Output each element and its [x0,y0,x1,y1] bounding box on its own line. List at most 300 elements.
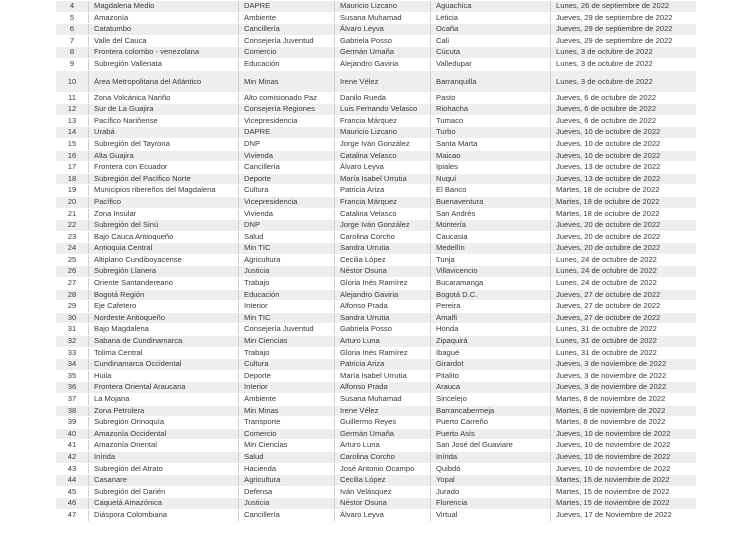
official-cell: Germán Umaña [334,47,430,58]
date-cell: Jueves, 3 de noviembre de 2022 [550,371,696,382]
region-cell: Pacífico [88,197,238,208]
date-cell: Jueves, 20 de octubre de 2022 [550,232,696,243]
region-cell: Cundinamarca Occidental [88,359,238,370]
date-cell: Lunes, 24 de octubre de 2022 [550,266,696,277]
region-cell: Tolima Central [88,348,238,359]
table-row [56,1,696,12]
row-number: 20 [56,197,88,208]
official-cell: Mauricio Lizcano [334,127,430,138]
row-number: 9 [56,59,88,70]
entity-cell: Hacienda [238,464,334,475]
official-cell: Carolina Corcho [334,232,430,243]
official-cell: Guillermo Reyes [334,417,430,428]
city-cell: Nuquí [430,174,550,185]
date-cell: Martes, 8 de noviembre de 2022 [550,406,696,417]
entity-cell: Consejería Juventud [238,36,334,47]
city-cell: Bucaramanga [430,278,550,289]
official-cell: Néstor Osuna [334,498,430,509]
row-number: 12 [56,104,88,115]
region-cell: Zona Volcánica Nariño [88,93,238,104]
official-cell: Alejandro Gaviria [334,59,430,70]
official-cell: Jorge Iván González [334,139,430,150]
city-cell: Virtual [430,510,550,521]
region-cell: Subregión del Pacífico Norte [88,174,238,185]
city-cell: Puerto Asís [430,429,550,440]
table-row [56,116,696,127]
table-row [56,406,696,417]
city-cell: Montería [430,220,550,231]
official-cell: Francia Márquez [334,116,430,127]
date-cell: Jueves, 29 de septiembre de 2022 [550,13,696,24]
region-cell: Amazonía Occidental [88,429,238,440]
entity-cell: Trabajo [238,278,334,289]
official-cell: Mauricio Lizcano [334,1,430,12]
date-cell: Martes, 15 de noviembre de 2022 [550,475,696,486]
official-cell: Álvaro Leyva [334,510,430,521]
region-cell: Antioquia Central [88,243,238,254]
region-cell: Inírida [88,452,238,463]
date-cell: Lunes, 26 de septiembre de 2022 [550,1,696,12]
region-cell: Zona Insular [88,209,238,220]
region-cell: Pacífico Nariñense [88,116,238,127]
date-cell: Jueves, 6 de octubre de 2022 [550,104,696,115]
official-cell: Jorge Iván González [334,220,430,231]
row-number: 47 [56,510,88,521]
official-cell: Alfonso Prada [334,382,430,393]
date-cell: Jueves, 13 de octubre de 2022 [550,174,696,185]
city-cell: Barrancabermeja [430,406,550,417]
region-cell: Sur de La Guajira [88,104,238,115]
table-row [56,475,696,486]
row-number: 18 [56,174,88,185]
entity-cell: Defensa [238,487,334,498]
row-number: 17 [56,162,88,173]
table-row [56,185,696,196]
row-number: 42 [56,452,88,463]
city-cell: Bogotá D.C. [430,290,550,301]
date-cell: Jueves, 10 de noviembre de 2022 [550,452,696,463]
row-number: 16 [56,151,88,162]
city-cell: El Banco [430,185,550,196]
entity-cell: Vicepresidencia [238,116,334,127]
row-number: 23 [56,232,88,243]
region-cell: Oriente Santandereano [88,278,238,289]
row-number: 7 [56,36,88,47]
region-cell: Eje Cafetero [88,301,238,312]
entity-cell: DNP [238,139,334,150]
official-cell: Sandra Urrutia [334,243,430,254]
region-cell: Bajo Cauca Antioqueño [88,232,238,243]
region-cell: Subregión del Tayrona [88,139,238,150]
city-cell: Riohacha [430,104,550,115]
official-cell: Patricia Ariza [334,359,430,370]
entity-cell: Educación [238,290,334,301]
entity-cell: Agricultura [238,475,334,486]
city-cell: Cúcuta [430,47,550,58]
row-number: 22 [56,220,88,231]
row-number: 37 [56,394,88,405]
official-cell: José Antonio Ocampo [334,464,430,475]
official-cell: Néstor Osuna [334,266,430,277]
city-cell: Pasto [430,93,550,104]
date-cell: Lunes, 31 de octubre de 2022 [550,336,696,347]
city-cell: Honda [430,324,550,335]
row-number: 11 [56,93,88,104]
official-cell: Cecilia López [334,255,430,266]
date-cell: Lunes, 31 de octubre de 2022 [550,348,696,359]
official-cell: Irene Vélez [334,406,430,417]
city-cell: Medellín [430,243,550,254]
city-cell: Florencia [430,498,550,509]
row-number: 15 [56,139,88,150]
date-cell: Martes, 8 de noviembre de 2022 [550,394,696,405]
entity-cell: Comercio [238,47,334,58]
region-cell: Valle del Cauca [88,36,238,47]
entity-cell: Min Ciencias [238,440,334,451]
official-cell: Arturo Luna [334,440,430,451]
date-cell: Martes, 18 de octubre de 2022 [550,209,696,220]
entity-cell: Transporte [238,417,334,428]
official-cell: Alejandro Gaviria [334,290,430,301]
entity-cell: Deporte [238,371,334,382]
official-cell: Patricia Ariza [334,185,430,196]
region-cell: Diáspora Colombiana [88,510,238,521]
entity-cell: Cancillería [238,24,334,35]
official-cell: Danilo Rueda [334,93,430,104]
date-cell: Jueves, 10 de octubre de 2022 [550,127,696,138]
table-row [56,197,696,208]
date-cell: Jueves, 20 de octubre de 2022 [550,220,696,231]
entity-cell: Interior [238,301,334,312]
entity-cell: Alto comisionado Paz [238,93,334,104]
entity-cell: Interior [238,382,334,393]
region-cell: Catatumbo [88,24,238,35]
row-number: 33 [56,348,88,359]
date-cell: Jueves, 10 de noviembre de 2022 [550,429,696,440]
row-number: 8 [56,47,88,58]
city-cell: Aguachica [430,1,550,12]
table-row [56,440,696,451]
table-row [56,36,696,47]
region-cell: Subregión Orinoquía [88,417,238,428]
city-cell: Leticia [430,13,550,24]
city-cell: Buenaventura [430,197,550,208]
city-cell: Turbo [430,127,550,138]
official-cell: Cecilia López [334,475,430,486]
entity-cell: Educación [238,59,334,70]
entity-cell: Salud [238,452,334,463]
row-number: 26 [56,266,88,277]
table-row [56,498,696,509]
official-cell: Germán Umaña [334,429,430,440]
region-cell: Municipios ribereños del Magdalena [88,185,238,196]
entity-cell: Vivienda [238,209,334,220]
entity-cell: Vicepresidencia [238,197,334,208]
table-row [56,510,696,521]
entity-cell: Agricultura [238,255,334,266]
region-cell: Huila [88,371,238,382]
entity-cell: Cancillería [238,162,334,173]
table-row [56,301,696,312]
city-cell: Sincelejo [430,394,550,405]
row-number: 36 [56,382,88,393]
date-cell: Lunes, 3 de octubre de 2022 [550,59,696,70]
table-row [56,59,696,70]
date-cell: Martes, 18 de octubre de 2022 [550,197,696,208]
date-cell: Martes, 8 de noviembre de 2022 [550,417,696,428]
city-cell: Villavicencio [430,266,550,277]
date-cell: Jueves, 13 de octubre de 2022 [550,162,696,173]
table-row [56,174,696,185]
table-row [56,243,696,254]
region-cell: Zona Petrolera [88,406,238,417]
region-cell: Casanare [88,475,238,486]
row-number: 30 [56,313,88,324]
region-cell: Subregión del Atrato [88,464,238,475]
city-cell: Caucasia [430,232,550,243]
row-number: 27 [56,278,88,289]
row-number: 32 [56,336,88,347]
table-row [56,209,696,220]
table-row [56,220,696,231]
date-cell: Jueves, 29 de septiembre de 2022 [550,24,696,35]
official-cell: María Isabel Urrutia [334,371,430,382]
date-cell: Jueves, 27 de octubre de 2022 [550,290,696,301]
official-cell: Catalina Velasco [334,209,430,220]
row-number: 10 [56,71,88,92]
date-cell: Jueves, 10 de octubre de 2022 [550,139,696,150]
city-cell: Tumaco [430,116,550,127]
city-cell: Ibagué [430,348,550,359]
date-cell: Jueves, 10 de octubre de 2022 [550,151,696,162]
table-row [56,93,696,104]
date-cell: Jueves, 3 de noviembre de 2022 [550,382,696,393]
entity-cell: Cancillería [238,510,334,521]
table-row [56,104,696,115]
official-cell: Francia Márquez [334,197,430,208]
official-cell: Arturo Luna [334,336,430,347]
table-row [56,348,696,359]
official-cell: Alfonso Prada [334,301,430,312]
city-cell: Quibdó [430,464,550,475]
city-cell: Yopal [430,475,550,486]
table-row [56,382,696,393]
city-cell: San José del Guaviare [430,440,550,451]
official-cell: Susana Muhamad [334,394,430,405]
table-row [56,24,696,35]
date-cell: Jueves, 6 de octubre de 2022 [550,93,696,104]
row-number: 44 [56,475,88,486]
entity-cell: Ambiente [238,13,334,24]
row-number: 41 [56,440,88,451]
region-cell: Alta Guajira [88,151,238,162]
table-row [56,151,696,162]
region-cell: Subregión del Darién [88,487,238,498]
official-cell: Susana Muhamad [334,13,430,24]
region-cell: Frontera con Ecuador [88,162,238,173]
city-cell: Santa Marta [430,139,550,150]
date-cell: Jueves, 6 de octubre de 2022 [550,116,696,127]
city-cell: Ocaña [430,24,550,35]
row-number: 46 [56,498,88,509]
region-cell: Magdalena Medio [88,1,238,12]
official-cell: Iván Velásquez [334,487,430,498]
date-cell: Jueves, 17 de Noviembre de 2022 [550,510,696,521]
entity-cell: Comercio [238,429,334,440]
official-cell: Álvaro Leyva [334,162,430,173]
table-row [56,47,696,58]
date-cell: Martes, 18 de octubre de 2022 [550,185,696,196]
official-cell: Carolina Corcho [334,452,430,463]
city-cell: Puerto Carreño [430,417,550,428]
entity-cell: Cultura [238,185,334,196]
table-row [56,452,696,463]
city-cell: Ipiales [430,162,550,173]
city-cell: Valledupar [430,59,550,70]
table-row [56,429,696,440]
table-row [56,232,696,243]
official-cell: Sandra Urrutia [334,313,430,324]
row-number: 43 [56,464,88,475]
row-number: 39 [56,417,88,428]
table-row [56,464,696,475]
entity-cell: Deporte [238,174,334,185]
city-cell: Zipaquirá [430,336,550,347]
region-cell: Frontera Oriental Araucana [88,382,238,393]
date-cell: Jueves, 27 de octubre de 2022 [550,301,696,312]
row-number: 24 [56,243,88,254]
entity-cell: Min Minas [238,406,334,417]
date-cell: Martes, 15 de noviembre de 2022 [550,487,696,498]
city-cell: Inírida [430,452,550,463]
entity-cell: DAPRE [238,127,334,138]
region-cell: Amazonía [88,13,238,24]
region-cell: Subregión Vallenata [88,59,238,70]
row-number: 34 [56,359,88,370]
city-cell: Tunja [430,255,550,266]
schedule-table-body [56,1,696,521]
city-cell: Barranquilla [430,71,550,92]
row-number: 28 [56,290,88,301]
official-cell: Gabriela Posso [334,324,430,335]
entity-cell: DNP [238,220,334,231]
region-cell: Altiplano Cundiboyacense [88,255,238,266]
official-cell: Catalina Velasco [334,151,430,162]
official-cell: Gloria Inés Ramírez [334,278,430,289]
row-number: 19 [56,185,88,196]
date-cell: Lunes, 3 de octubre de 2022 [550,47,696,58]
table-row [56,371,696,382]
row-number: 21 [56,209,88,220]
row-number: 38 [56,406,88,417]
entity-cell: Justicia [238,266,334,277]
table-row [56,394,696,405]
region-cell: Caquetá Amazónica [88,498,238,509]
city-cell: Girardot [430,359,550,370]
city-cell: Maicao [430,151,550,162]
official-cell: Luis Fernando Velasco [334,104,430,115]
table-row [56,336,696,347]
date-cell: Jueves, 20 de octubre de 2022 [550,243,696,254]
official-cell: María Isabel Urrutia [334,174,430,185]
date-cell: Lunes, 3 de octubre de 2022 [550,71,696,92]
region-cell: Frontera colombo - venezolana [88,47,238,58]
city-cell: Pitalito [430,371,550,382]
official-cell: Gabriela Posso [334,36,430,47]
date-cell: Jueves, 27 de octubre de 2022 [550,313,696,324]
region-cell: Amazonía Oriental [88,440,238,451]
table-row [56,324,696,335]
region-cell: Área Metropolitana del Atlántico [88,71,238,92]
city-cell: Cali [430,36,550,47]
table-row [56,290,696,301]
table-row [56,139,696,150]
schedule-table [56,0,696,522]
row-number: 14 [56,127,88,138]
row-number: 31 [56,324,88,335]
date-cell: Jueves, 10 de noviembre de 2022 [550,440,696,451]
city-cell: Jurado [430,487,550,498]
region-cell: Bogotá Región [88,290,238,301]
region-cell: Subregión del Sinú [88,220,238,231]
row-number: 40 [56,429,88,440]
entity-cell: Ambiente [238,394,334,405]
row-number: 13 [56,116,88,127]
city-cell: San Andrés [430,209,550,220]
entity-cell: Consejería Regiones [238,104,334,115]
row-number: 45 [56,487,88,498]
row-number: 25 [56,255,88,266]
table-row [56,13,696,24]
date-cell: Jueves, 3 de noviembre de 2022 [550,359,696,370]
table-row [56,313,696,324]
table-row [56,417,696,428]
row-number: 29 [56,301,88,312]
date-cell: Martes, 15 de noviembre de 2022 [550,498,696,509]
date-cell: Lunes, 24 de octubre de 2022 [550,278,696,289]
region-cell: La Mojana [88,394,238,405]
official-cell: Irene Vélez [334,71,430,92]
row-number: 35 [56,371,88,382]
row-number: 5 [56,13,88,24]
region-cell: Urabá [88,127,238,138]
official-cell: Gloria Inés Ramírez [334,348,430,359]
table-row [56,487,696,498]
entity-cell: Min Minas [238,71,334,92]
entity-cell: Trabajo [238,348,334,359]
entity-cell: Min TIC [238,243,334,254]
region-cell: Nordeste Antioqueño [88,313,238,324]
date-cell: Lunes, 24 de octubre de 2022 [550,255,696,266]
entity-cell: Salud [238,232,334,243]
region-cell: Subregión Llanera [88,266,238,277]
city-cell: Pereira [430,301,550,312]
region-cell: Sabana de Cundinamarca [88,336,238,347]
date-cell: Jueves, 29 de septiembre de 2022 [550,36,696,47]
row-number: 4 [56,1,88,12]
entity-cell: DAPRE [238,1,334,12]
date-cell: Lunes, 31 de octubre de 2022 [550,324,696,335]
table-row [56,359,696,370]
table-row [56,127,696,138]
entity-cell: Consejería Juventud [238,324,334,335]
table-row [56,162,696,173]
table-row [56,266,696,277]
entity-cell: Min TIC [238,313,334,324]
table-row [56,255,696,266]
table-row [56,278,696,289]
date-cell: Jueves, 10 de noviembre de 2022 [550,464,696,475]
